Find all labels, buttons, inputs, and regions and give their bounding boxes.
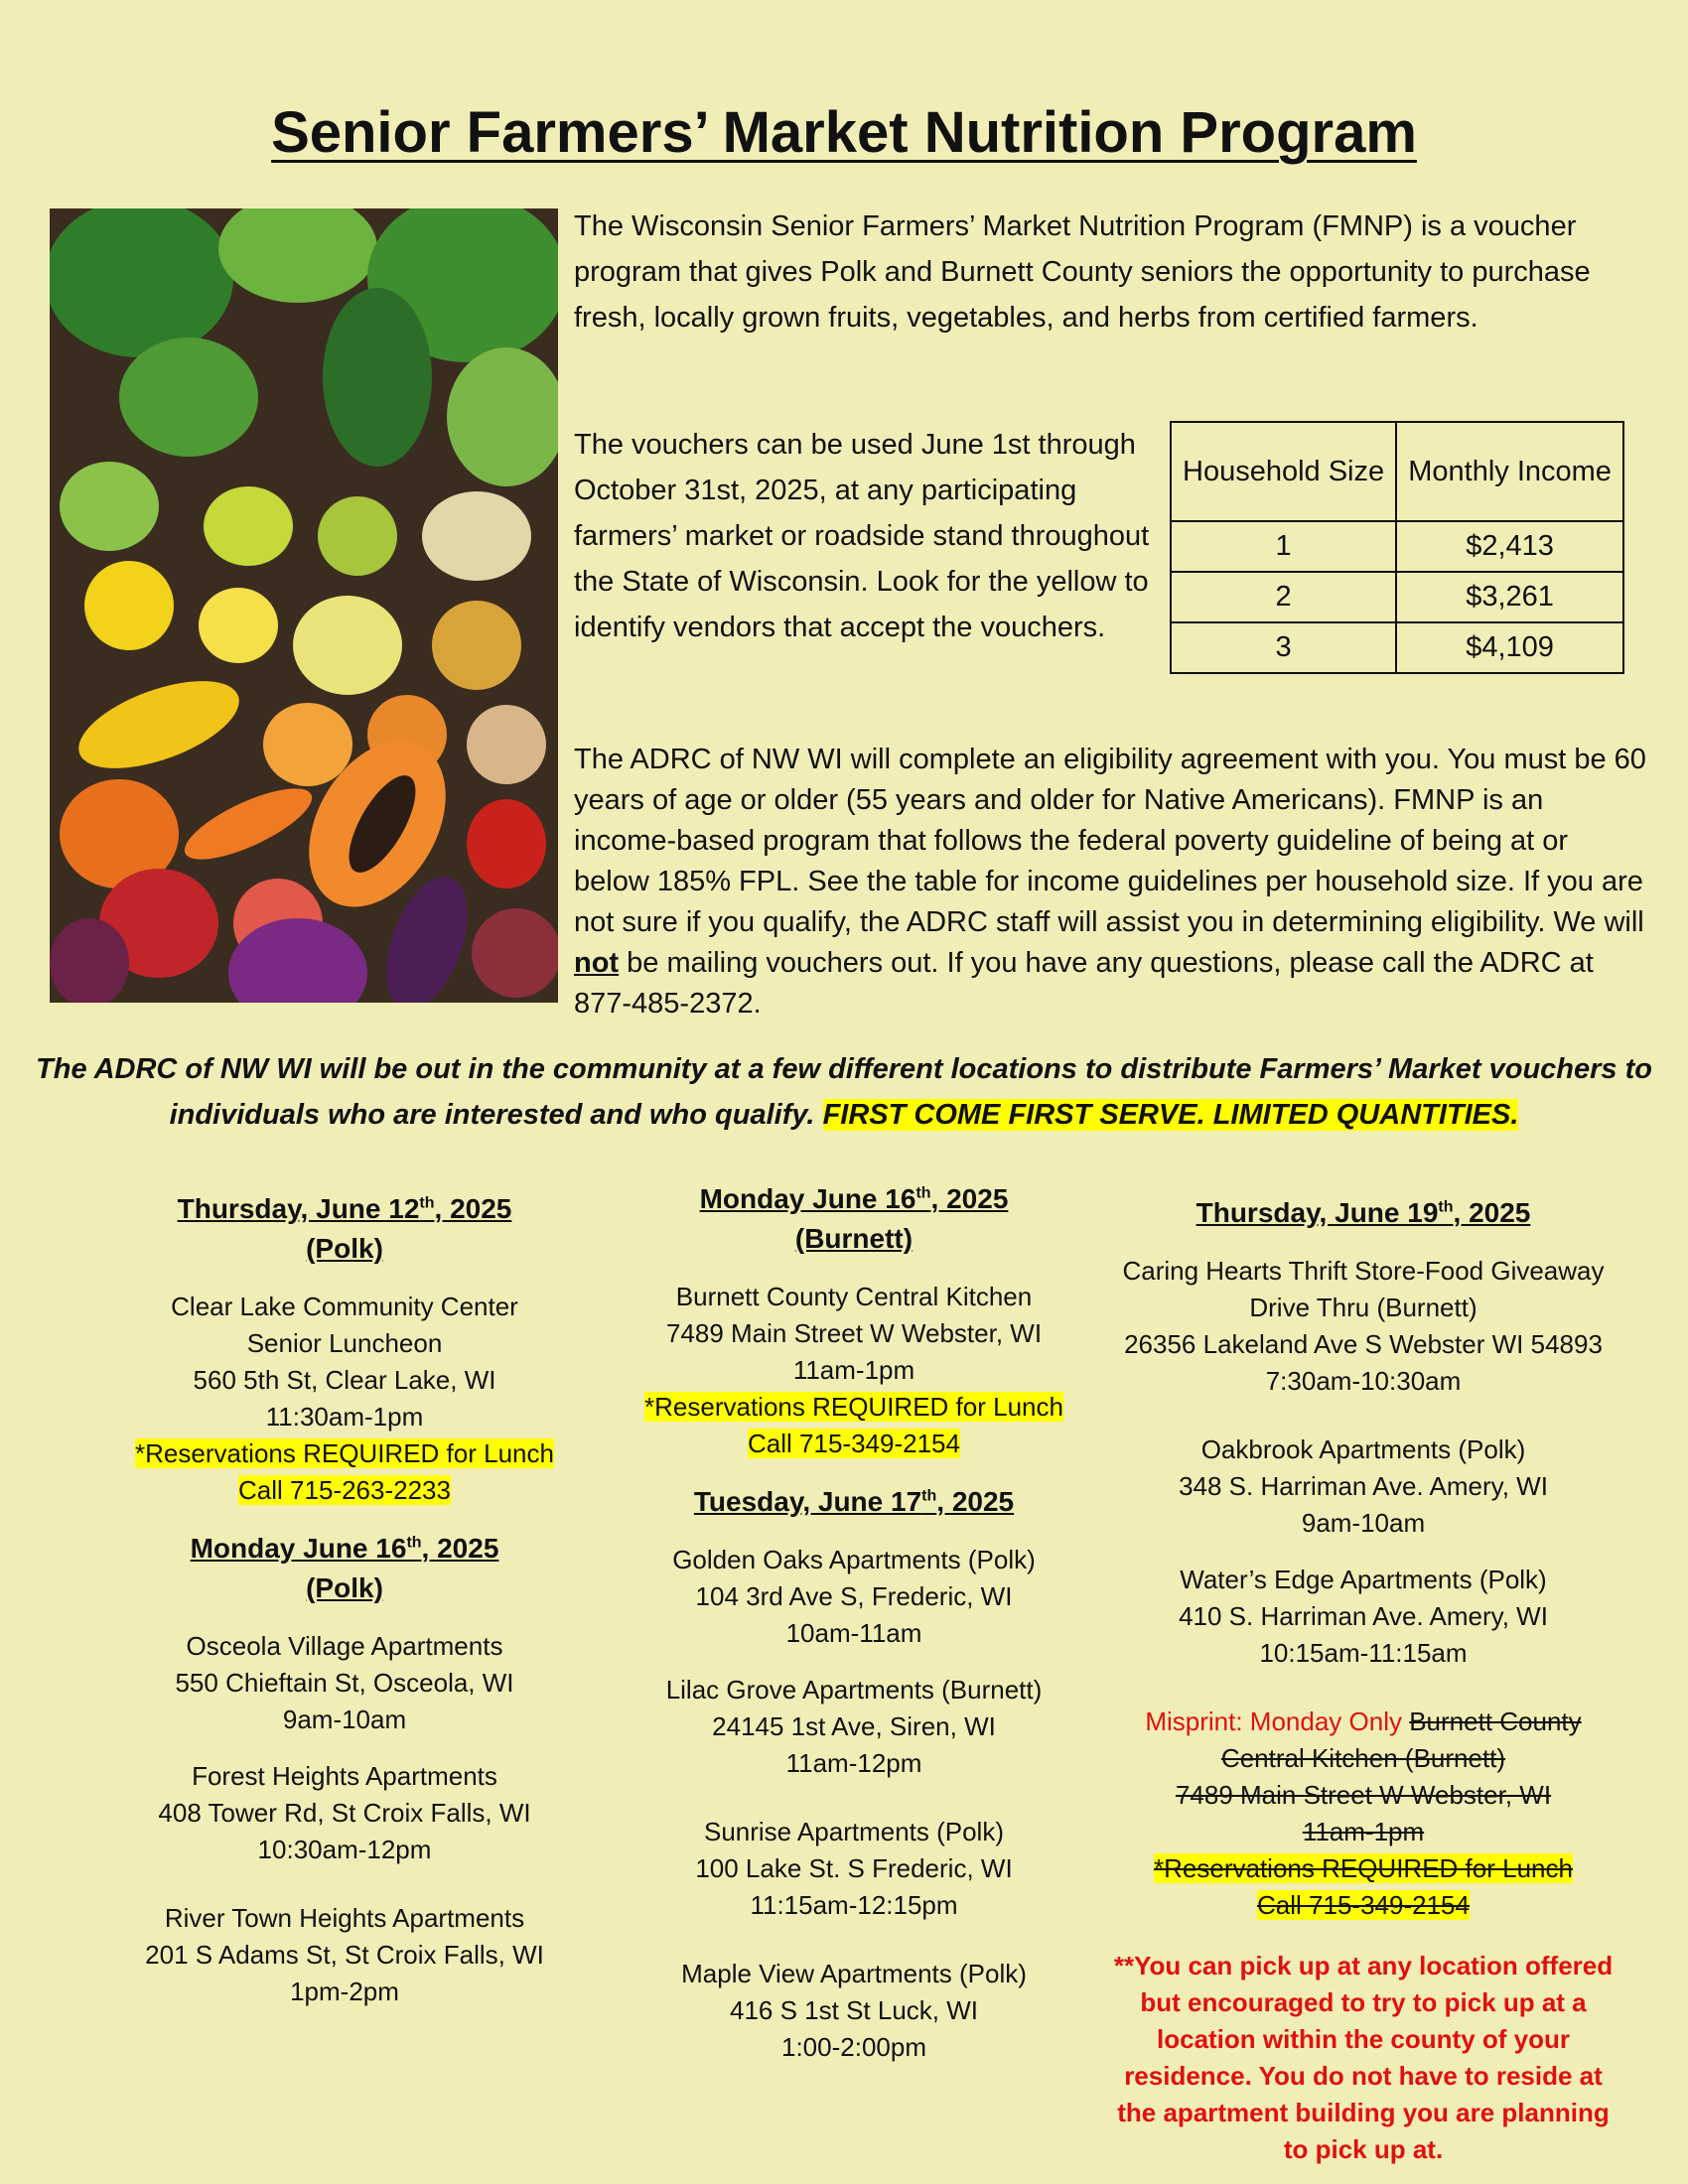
household-size-header: Household Size [1171,422,1396,521]
county-label: (Burnett) [794,1223,914,1254]
table-row [1171,622,1623,673]
schedule-column-1 [86,1189,603,2010]
location-block: Osceola Village Apartments 550 Chieftain St, Osceola, WI 9am-10am [175,1631,514,1734]
location-block: Water’s Edge Apartments (Polk) 410 S. Harriman Ave. Amery, WI 10:15am-11:15am [1179,1565,1548,1668]
location-block: Forest Heights Apartments 408 Tower Rd, St Croix Falls, WI 10:30am-12pm [158,1761,531,1864]
schedule-column-2 [596,1179,1112,2066]
date-heading: Thursday, June 19th, 2025 [1196,1197,1531,1228]
table-row [1171,521,1623,572]
misprint-block: Misprint: Monday Only Burnett County Central Kitchen (Burnett) 7489 Main Street W Webster, WI 11am-1pm *Reservations REQUIRED for Lunch Call 715-349-2154 [1145,1706,1582,1920]
household-size-cell: 1 [1171,521,1396,572]
intro-paragraph: The Wisconsin Senior Farmers’ Market Nutrition Program (FMNP) is a voucher program that gives Polk and Burnett County seniors the opportunity to purchase fresh, locally grown fruits, vegetables, and herbs from certified farmers. [574,210,1591,334]
table-row [1171,572,1623,622]
struck-reservation-note: *Reservations REQUIRED for Lunch [1154,1853,1573,1883]
county-label: (Polk) [306,1572,383,1603]
location-block: Sunrise Apartments (Polk) 100 Lake St. S Frederic, WI 11:15am-12:15pm [695,1817,1013,1920]
pickup-note: **You can pick up at any location offered but encouraged to try to pick up at a location within the county of your residence. You do not have to reside at the apartment building you are planning to pick up at. [1113,1951,1614,2164]
household-size-cell: 3 [1171,622,1396,673]
callout-highlight: FIRST COME FIRST SERVE. LIMITED QUANTITIES. [822,1099,1519,1131]
produce-illustration [50,208,558,1003]
monthly-income-cell: $3,261 [1396,572,1623,622]
date-heading: Monday June 16th, 2025 [190,1533,499,1564]
monthly-income-header: Monthly Income [1396,422,1623,521]
struck-reservation-phone: Call 715-349-2154 [1257,1890,1470,1920]
date-heading: Thursday, June 12th, 2025 [177,1193,512,1224]
location-block: Golden Oaks Apartments (Polk) 104 3rd Ave S, Frederic, WI 10am-11am [672,1545,1036,1648]
table-header-row [1171,422,1623,521]
eligibility-text-end: be mailing vouchers out. If you have any questions, please call the ADRC at 877-485-2372. [574,947,1594,1020]
eligibility-paragraph [574,740,1646,1024]
misprint-label: Misprint: Monday Only [1145,1706,1410,1736]
county-label: (Polk) [306,1233,383,1264]
location-block: River Town Heights Apartments 201 S Adams St, St Croix Falls, WI 1pm-2pm [145,1903,544,2006]
eligibility-emphasis: not [574,947,620,979]
struck-text: Burnett County [1409,1706,1582,1736]
date-heading: Monday June 16th, 2025 [699,1183,1009,1214]
page-title: Senior Farmers’ Market Nutrition Program [271,100,1417,165]
schedule-column-3 [1105,1193,1621,2168]
household-size-cell: 2 [1171,572,1396,622]
produce-photo [50,208,558,1003]
location-block: Clear Lake Community Center Senior Luncheon 560 5th St, Clear Lake, WI 11:30am-1pm *Reservations REQUIRED for Lunch Call 715-263-2233 [135,1292,554,1505]
location-block: Lilac Grove Apartments (Burnett) 24145 1st Ave, Siren, WI 11am-12pm [665,1675,1043,1778]
income-table [1170,421,1624,674]
distribution-callout [30,1046,1658,1138]
location-block: Burnett County Central Kitchen 7489 Main Street W Webster, WI 11am-1pm *Reservations REQUIRED for Lunch Call 715-349-2154 [644,1282,1063,1458]
vouchers-paragraph: The vouchers can be used June 1st through October 31st, 2025, at any participating farmers’ market or roadside stand throughout the State of Wisconsin. Look for the yellow to identify vendors that accept the vouchers. [574,429,1150,643]
date-heading: Tuesday, June 17th, 2025 [693,1486,1015,1517]
location-block: Oakbrook Apartments (Polk) 348 S. Harriman Ave. Amery, WI 9am-10am [1179,1434,1548,1538]
reservation-note: *Reservations REQUIRED for Lunch [644,1392,1063,1422]
location-block: Maple View Apartments (Polk) 416 S 1st St Luck, WI 1:00-2:00pm [681,1959,1027,2062]
reservation-phone: Call 715-263-2233 [238,1475,451,1505]
location-block: Caring Hearts Thrift Store-Food Giveaway Drive Thru (Burnett) 26356 Lakeland Ave S Webster WI 54893 7:30am-10:30am [1122,1256,1605,1396]
callout-text: The ADRC of NW WI will be out in the community at a few different locations to distribute Farmers’ Market vouchers to individuals who are interested and who qualify. [36,1053,1652,1131]
reservation-phone: Call 715-349-2154 [748,1429,960,1458]
monthly-income-cell: $2,413 [1396,521,1623,572]
reservation-note: *Reservations REQUIRED for Lunch [135,1438,554,1468]
eligibility-text: The ADRC of NW WI will complete an eligibility agreement with you. You must be 60 years of age or older (55 years and older for Native Americans). FMNP is an income-based program that follows the federal poverty guideline of being at or below 185% FPL. See the table for income guidelines per household size. If you are not sure if you qualify, the ADRC staff will assist you in determining eligibility. We will [574,744,1646,938]
monthly-income-cell: $4,109 [1396,622,1623,673]
